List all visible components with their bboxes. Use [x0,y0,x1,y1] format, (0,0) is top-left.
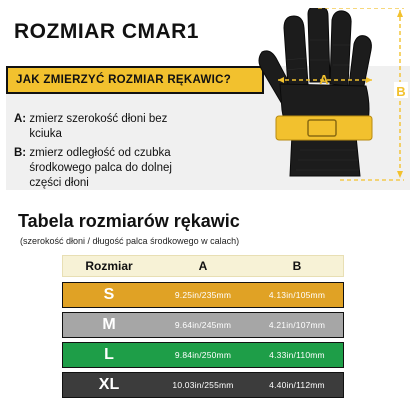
header-size: Rozmiar [85,259,133,273]
instruction-b-text: zmierz odległość od czubka środkowego palca do dolnej części dłoni [29,147,172,189]
instruction-a-text: zmierz szerokość dłoni bez kciuka [29,113,168,140]
table-row [62,282,344,308]
instruction-b-key: B: [14,147,27,159]
measure-b-label: B [396,84,406,99]
header-b: B [292,259,302,273]
instruction-b [14,146,199,191]
b-value-cell: 4.40in/112mm [269,380,325,390]
page-title: ROZMIAR CMAR1 [14,20,199,43]
glove-ring-finger [330,11,351,86]
size-table-title: Tabela rozmiarów rękawic [18,211,240,231]
table-row [62,312,344,338]
glove-measurement-diagram [240,8,416,196]
size-cell: XL [98,376,120,393]
a-value-cell: 9.25in/235mm [174,290,232,300]
instruction-a [14,112,189,142]
size-cell: L [104,346,114,363]
measurement-heading: JAK ZMIERZYĆ ROZMIAR RĘKAWIC? [6,66,264,94]
measure-a-label: A [319,72,329,87]
size-cell: S [103,286,115,303]
size-cell: M [102,316,116,333]
header-a: A [198,259,208,273]
glove-middle-finger [308,8,330,82]
size-table-header [62,255,344,277]
a-value-cell: 9.84in/250mm [174,350,232,360]
table-row [62,342,344,368]
instruction-a-key: A: [14,113,27,125]
table-row [62,372,344,398]
size-table-subtitle: (szerokość dłoni / długość palca środkowego w calach) [20,236,240,246]
b-value-cell: 4.21in/107mm [268,320,326,330]
a-value-cell: 10.03in/255mm [172,380,234,390]
b-value-cell: 4.13in/105mm [268,290,326,300]
glove-index-finger [284,16,308,86]
b-value-cell: 4.33in/110mm [269,350,325,360]
a-value-cell: 9.64in/245mm [174,320,232,330]
